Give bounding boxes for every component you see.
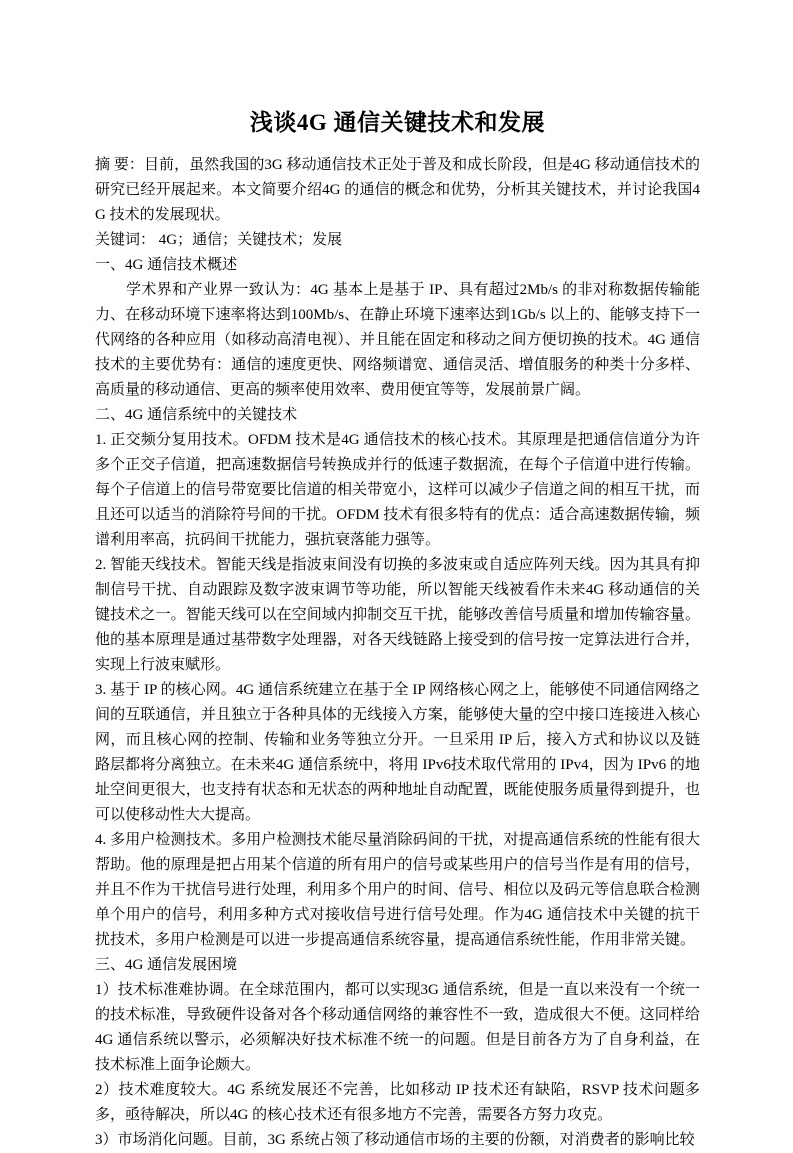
section-2-heading: 二、4G 通信系统中的关键技术 [95,407,298,423]
section-3-item-2: 2）技术难度较大。4G 系统发展还不完善，比如移动 IP 技术还有缺陷，RSVP 技术问题多多，亟待解决，所以4G 的核心技术还有很多地方不完善，需要各方努力攻克。 [95,1082,700,1123]
abstract-paragraph: 摘 要：目前，虽然我国的3G 移动通信技术正处于普及和成长阶段，但是4G 移动通信技术的研究已经开展起来。本文简要介绍4G 的通信的概念和优势，分析其关键技术，并讨论我国4G 技术的发展现状。 [95,157,700,223]
section-2-item-2: 2. 智能天线技术。智能天线是指波束间没有切换的多波束或自适应阵列天线。因为其具有抑制信号干扰、自动跟踪及数字波束调节等功能，所以智能天线被看作未来4G 移动通信的关键技术之一。智能天线可以在空间域内抑制交互干扰，能够改善信号质量和增加传输容量。他的基本原理是通过基带数字处理器，对各天线链路上接受到的信号按一定算法进行合并，实现上行波束赋形。 [95,557,700,673]
section-1-paragraph: 学术界和产业界一致认为：4G 基本上是基于 IP、具有超过2Mb/s 的非对称数据传输能力、在移动环境下速率将达到100Mb/s、在静止环境下速率达到1Gb/s 以上的、能够支持下一代网络的各种应用（如移动高清电视）、并且能在固定和移动之间方便切换的技术。4G 通信技术的主要优势有：通信的速度更快、网络频谱宽、通信灵活、增值服务的种类十分多样、高质量的移动通信、更高的频率使用效率、费用便宜等等，发展前景广阔。 [95,282,700,398]
document-title: 浅谈4G 通信关键技术和发展 [249,110,546,135]
document-body [95,153,700,1153]
section-2-item-3: 3. 基于 IP 的核心网。4G 通信系统建立在基于全 IP 网络核心网之上，能够使不同通信网络之间的互联通信，并且独立于各种具体的无线接入方案，能够使大量的空中接口连接进入核心网，而且核心网的控制、传输和业务等独立分开。一旦采用 IP 后，接入方式和协议以及链路层都将分离独立。在未来4G 通信系统中，将用 IPv6技术取代常用的 IPv4，因为 IPv6 的地址空间更很大，也支持有状态和无状态的两种地址自动配置，既能使服务质量得到提升，也可以使移动性大大提高。 [95,682,700,823]
section-2-item-1: 1. 正交频分复用技术。OFDM 技术是4G 通信技术的核心技术。其原理是把通信信道分为许多个正交子信道，把高速数据信号转换成并行的低速子数据流，在每个子信道中进行传输。每个子信道上的信号带宽要比信道的相关带宽小，这样可以减少子信道之间的相互干扰，而且还可以适当的消除符号间的干扰。OFDM 技术有很多特有的优点：适合高速数据传输，频谱利用率高，抗码间干扰能力，强抗衰落能力强等。 [95,432,700,548]
section-3-item-1: 1）技术标准难协调。在全球范围内，都可以实现3G 通信系统，但是一直以来没有一个统一的技术标准，导致硬件设备对各个移动通信网络的兼容性不一致，造成很大不便。这同样给4G 通信系统以警示，必须解决好技术标准不统一的问题。但是目前各方为了自身利益，在技术标准上面争论颇大。 [95,982,700,1073]
section-3-heading: 三、4G 通信发展困境 [95,957,238,973]
section-2-item-4: 4. 多用户检测技术。多用户检测技术能尽量消除码间的干扰，对提高通信系统的性能有很大帮助。他的原理是把占用某个信道的所有用户的信号或某些用户的信号当作是有用的信号，并且不作为干扰信号进行处理，利用多个用户的时间、信号、相位以及码元等信息联合检测单个用户的信号，利用多种方式对接收信号进行信号处理。作为4G 通信技术中关键的抗干扰技术，多用户检测是可以进一步提高通信系统容量，提高通信系统性能，作用非常关键。 [95,832,700,948]
section-1-heading: 一、4G 通信技术概述 [95,257,238,273]
document-content [95,0,700,1153]
keywords-line: 关键词： 4G；通信；关键技术；发展 [95,232,343,248]
section-3-item-3: 3）市场消化问题。目前，3G 系统占领了移动通信市场的主要的份额，对消费者的影响比较 [95,1132,695,1148]
